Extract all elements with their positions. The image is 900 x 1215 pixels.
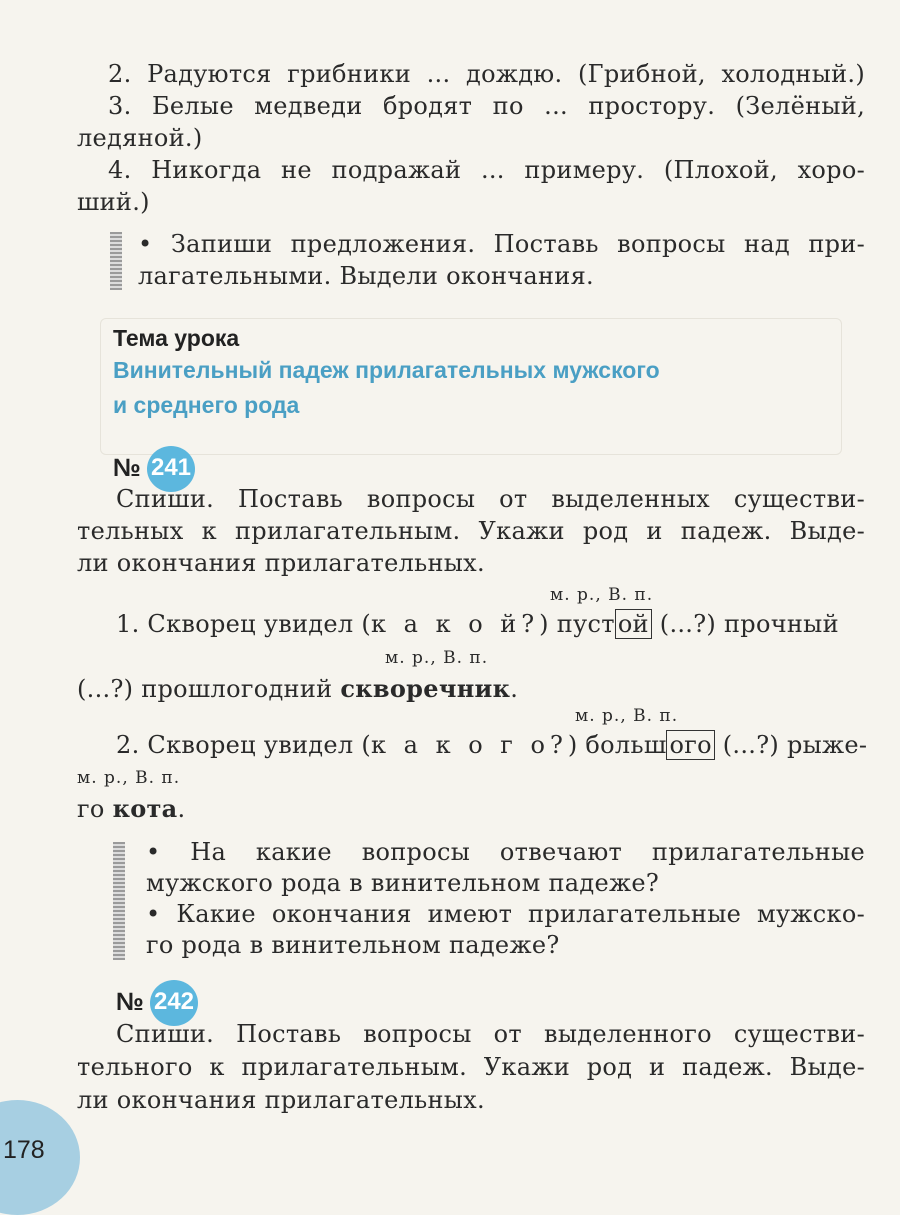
- highlighted-noun: скворечник: [340, 674, 511, 703]
- spaced-question: к а к о г о?: [371, 731, 568, 759]
- sentence-text: ) пуст: [539, 610, 615, 638]
- questions-marker-bar: [113, 842, 125, 960]
- ex241-sentence-2: [116, 731, 867, 759]
- page-number: 178: [3, 1136, 45, 1164]
- grammar-note-4: м. р., В. п.: [77, 768, 181, 788]
- exercise-number: 241: [150, 454, 192, 481]
- highlighted-noun: кота: [112, 794, 178, 823]
- topic-label: Тема урока: [113, 325, 240, 351]
- grammar-note-1: м. р., В. п.: [550, 585, 654, 605]
- question-1-line-1: • На какие вопросы отвечают прилагательные: [146, 838, 865, 866]
- sentence-2: 2. Радуются грибники ... дождю. (Грибной, холодный.): [108, 60, 865, 88]
- ex241-instruction-2: тельных к прилагательным. Укажи род и падеж. Выде-: [77, 517, 865, 545]
- sentence-text: .: [177, 795, 186, 823]
- number-sign: №: [116, 988, 144, 1016]
- ex241-sentence-1-cont: [77, 674, 518, 703]
- sentence-3: 3. Белые медведи бродят по ... простору. (Зелёный,: [108, 92, 865, 120]
- ex242-instruction-2: тельного к прилагательным. Укажи род и падеж. Выде-: [77, 1053, 865, 1081]
- number-sign: №: [113, 454, 141, 482]
- task-line-2: лагательными. Выдели окончания.: [138, 262, 594, 290]
- sentence-text: ) больш: [567, 731, 667, 759]
- grammar-note-2: м. р., В. п.: [385, 648, 489, 668]
- ex241-sentence-2-cont: [77, 794, 185, 823]
- sentence-3-cont: ледяной.): [77, 124, 203, 152]
- question-1-line-2: мужского рода в винительном падеже?: [146, 869, 660, 897]
- topic-title-line-1: Винительный падеж прилагательных мужского: [113, 357, 660, 383]
- sentence-text: 1. Скворец увидел (: [116, 610, 372, 638]
- grammar-note-3: м. р., В. п.: [575, 706, 679, 726]
- sentence-text: .: [510, 675, 519, 703]
- ex242-instruction-1: Спиши. Поставь вопросы от выделенного существи-: [116, 1020, 865, 1048]
- ending-box: ого: [666, 730, 714, 760]
- sentence-text: го: [77, 795, 113, 823]
- sentence-text: 2. Скворец увидел (: [116, 731, 372, 759]
- ex241-sentence-1: [116, 610, 839, 638]
- ending-box: ой: [615, 609, 652, 639]
- sentence-text: (...?) прочный: [651, 610, 839, 638]
- topic-title-line-2: и среднего рода: [113, 392, 300, 418]
- ex241-instruction-3: ли окончания прилагательных.: [77, 549, 485, 577]
- sentence-4: 4. Никогда не подражай ... примеру. (Плохой, хоро-: [108, 156, 865, 184]
- question-2-line-1: • Какие окончания имеют прилагательные мужско-: [146, 900, 865, 928]
- task-line-1: • Запиши предложения. Поставь вопросы над при-: [138, 230, 865, 258]
- exercise-number: 242: [153, 988, 195, 1015]
- task-marker-bar: [110, 232, 122, 290]
- sentence-text: (...?) рыже-: [714, 731, 868, 759]
- sentence-4-cont: ший.): [77, 188, 150, 216]
- ex242-instruction-3: ли окончания прилагательных.: [77, 1086, 485, 1114]
- sentence-text: (...?) прошлогодний: [77, 675, 341, 703]
- ex241-instruction-1: Спиши. Поставь вопросы от выделенных существи-: [116, 485, 865, 513]
- spaced-question: к а к о й?: [371, 610, 540, 638]
- question-2-line-2: го рода в винительном падеже?: [146, 931, 560, 959]
